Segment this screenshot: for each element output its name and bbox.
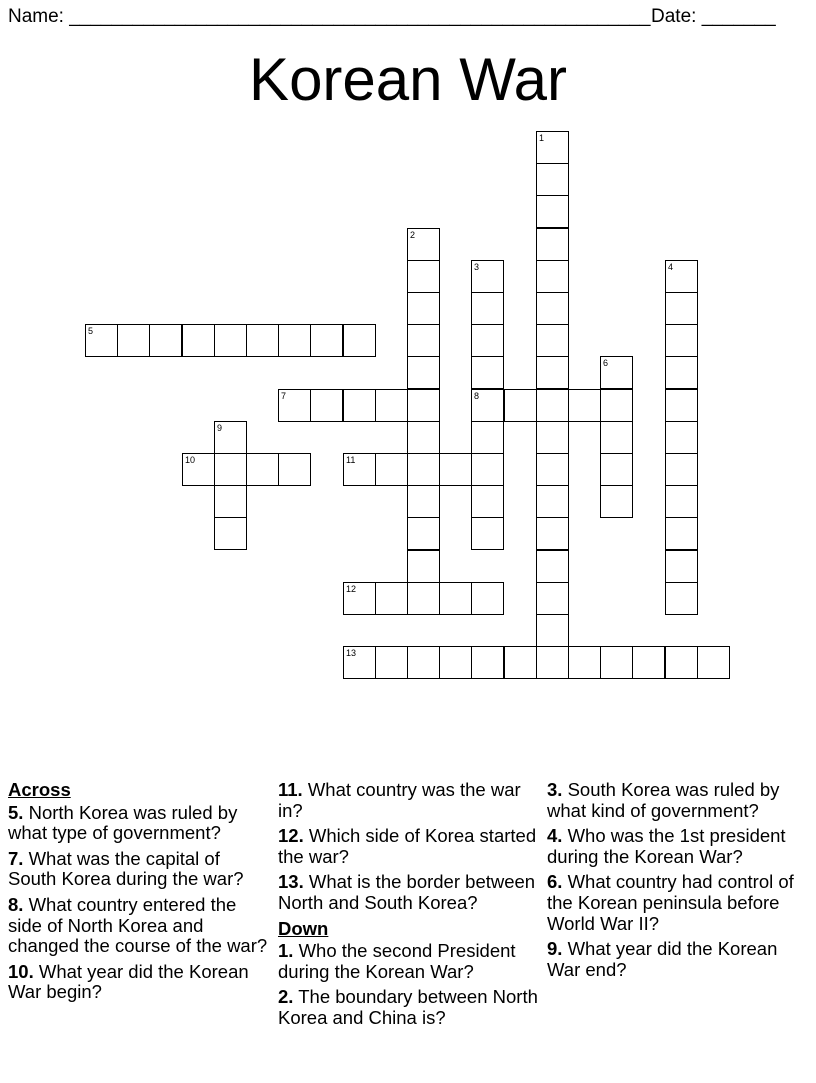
clue-down-4 — [547, 826, 809, 867]
cell-number: 7 — [281, 391, 287, 401]
crossword-cell[interactable] — [471, 485, 504, 518]
cell-number: 4 — [668, 262, 674, 272]
crossword-cell[interactable] — [407, 260, 440, 293]
crossword-cell[interactable] — [471, 324, 504, 357]
clue-text: North Korea was ruled by what type of government? — [8, 801, 238, 844]
clue-text: What country was the war in? — [278, 779, 521, 821]
cell-number: 8 — [474, 391, 480, 401]
clue-text: Who was the 1st president during the Korean War? — [547, 825, 786, 867]
clue-number: 11. — [278, 779, 303, 800]
crossword-cell[interactable] — [214, 421, 247, 454]
crossword-cell[interactable] — [471, 389, 504, 422]
across-heading: Across — [8, 779, 71, 800]
cell-number: 11 — [346, 455, 356, 465]
clue-number: 13. — [278, 871, 304, 893]
clue-number: 8. — [8, 893, 24, 915]
crossword-cell[interactable] — [536, 614, 569, 647]
crossword-cell[interactable] — [665, 485, 698, 518]
crossword-cell[interactable] — [536, 421, 569, 454]
crossword-cell[interactable] — [343, 324, 376, 357]
clue-across-5 — [8, 803, 268, 844]
clue-number: 12. — [278, 825, 304, 847]
crossword-cell[interactable] — [117, 324, 150, 357]
crossword-cell[interactable] — [375, 582, 408, 615]
crossword-cell[interactable] — [600, 421, 633, 454]
crossword-cell[interactable] — [504, 646, 537, 679]
clue-text: The boundary between North Korea and China is? — [278, 986, 538, 1028]
clue-text: What country had control of the Korean peninsula before World War II? — [547, 871, 794, 934]
crossword-cell[interactable] — [407, 582, 440, 615]
crossword-cell[interactable] — [665, 356, 698, 389]
clue-text: What is the border between North and South Korea? — [278, 871, 536, 913]
crossword-cell[interactable] — [665, 421, 698, 454]
crossword-cell[interactable] — [439, 646, 472, 679]
crossword-cell[interactable] — [85, 324, 118, 357]
crossword-cell[interactable] — [343, 646, 376, 679]
crossword-cell[interactable] — [149, 324, 182, 357]
clue-down-2 — [278, 987, 540, 1028]
clue-number: 4. — [547, 825, 563, 847]
crossword-cell[interactable] — [536, 646, 569, 679]
crossword-cell[interactable] — [407, 389, 440, 422]
crossword-cell[interactable] — [310, 389, 343, 422]
clue-across-12 — [278, 826, 540, 867]
name-field-label: Name: _______________________________________________________ — [8, 6, 651, 27]
crossword-cell[interactable] — [697, 646, 730, 679]
clue-number: 6. — [547, 871, 563, 893]
crossword-cell[interactable] — [600, 356, 633, 389]
crossword-cell[interactable] — [407, 292, 440, 325]
clue-down-9 — [547, 939, 809, 980]
clue-number: 7. — [8, 847, 24, 869]
crossword-cell[interactable] — [665, 517, 698, 550]
crossword-cell[interactable] — [439, 582, 472, 615]
clue-text: South Korea was ruled by what kind of government? — [547, 779, 780, 821]
crossword-cell[interactable] — [665, 646, 698, 679]
crossword-cell[interactable] — [632, 646, 665, 679]
page-title: Korean War — [249, 46, 567, 113]
crossword-cell[interactable] — [536, 131, 569, 164]
crossword-cell[interactable] — [536, 517, 569, 550]
crossword-cell[interactable] — [471, 453, 504, 486]
cell-number: 12 — [346, 584, 357, 594]
crossword-cell[interactable] — [278, 389, 311, 422]
clue-across-13 — [278, 872, 540, 913]
crossword-cell[interactable] — [600, 453, 633, 486]
crossword-cell[interactable] — [214, 517, 247, 550]
clue-down-6 — [547, 872, 809, 934]
crossword-cell[interactable] — [471, 582, 504, 615]
crossword-cell[interactable] — [536, 292, 569, 325]
clue-text: What was the capital of South Korea during the war? — [8, 847, 244, 890]
crossword-cell[interactable] — [278, 324, 311, 357]
crossword-cell[interactable] — [182, 324, 215, 357]
crossword-cell[interactable] — [182, 453, 215, 486]
clue-number: 3. — [547, 779, 563, 800]
crossword-cell[interactable] — [536, 356, 569, 389]
crossword-cell[interactable] — [568, 646, 601, 679]
cell-number: 5 — [88, 326, 94, 336]
crossword-cell[interactable] — [407, 485, 440, 518]
crossword-cell[interactable] — [600, 485, 633, 518]
crossword-cell[interactable] — [536, 260, 569, 293]
date-field-label: Date: _______ — [651, 6, 776, 27]
crossword-cell[interactable] — [536, 389, 569, 422]
crossword-cell[interactable] — [665, 260, 698, 293]
crossword-cell[interactable] — [375, 389, 408, 422]
cell-number: 6 — [603, 358, 609, 368]
clue-across-10 — [8, 962, 268, 1003]
crossword-cell[interactable] — [471, 517, 504, 550]
crossword-cell[interactable] — [407, 421, 440, 454]
clue-number: 1. — [278, 940, 294, 962]
crossword-cell[interactable] — [536, 228, 569, 261]
crossword-cell[interactable] — [471, 292, 504, 325]
cell-number: 3 — [474, 262, 480, 272]
crossword-cell[interactable] — [536, 582, 569, 615]
crossword-cell[interactable] — [439, 453, 472, 486]
crossword-cell[interactable] — [536, 550, 569, 583]
clue-number: 5. — [8, 801, 24, 823]
crossword-cell[interactable] — [665, 292, 698, 325]
clue-across-7 — [8, 849, 268, 890]
clue-number: 9. — [547, 938, 563, 960]
cell-number: 2 — [410, 230, 416, 240]
down-heading: Down — [278, 917, 329, 939]
crossword-cell[interactable] — [214, 453, 247, 486]
clue-text: What year did the Korean War end? — [547, 938, 778, 980]
clues-column-1 — [8, 780, 268, 1008]
crossword-cell[interactable] — [536, 485, 569, 518]
clue-across-8 — [8, 895, 268, 957]
crossword-cell[interactable] — [407, 517, 440, 550]
crossword-cell[interactable] — [310, 324, 343, 357]
crossword-cell[interactable] — [471, 421, 504, 454]
crossword-cell[interactable] — [536, 324, 569, 357]
crossword-cell[interactable] — [407, 324, 440, 357]
crossword-cell[interactable] — [407, 453, 440, 486]
clues-column-3 — [547, 780, 809, 985]
crossword-cell[interactable] — [568, 389, 601, 422]
clue-text: Which side of Korea started the war? — [278, 825, 537, 867]
crossword-cell[interactable] — [471, 356, 504, 389]
crossword-cell[interactable] — [600, 389, 633, 422]
cell-number: 10 — [185, 455, 196, 465]
clues-column-2 — [278, 780, 540, 1034]
cell-number: 9 — [217, 423, 223, 433]
clue-across-11 — [278, 780, 540, 821]
crossword-cell[interactable] — [246, 324, 279, 357]
crossword-cell[interactable] — [214, 324, 247, 357]
crossword-cell[interactable] — [665, 389, 698, 422]
crossword-cell[interactable] — [471, 260, 504, 293]
crossword-cell[interactable] — [471, 646, 504, 679]
clue-down-1 — [278, 941, 540, 982]
crossword-cell[interactable] — [407, 228, 440, 261]
crossword-cell[interactable] — [375, 453, 408, 486]
clue-text: What country entered the side of North Korea and changed the course of the war? — [8, 893, 268, 957]
crossword-cell[interactable] — [214, 485, 247, 518]
cell-number: 1 — [539, 133, 545, 143]
crossword-cell[interactable] — [246, 453, 279, 486]
crossword-cell[interactable] — [665, 453, 698, 486]
clue-text: What year did the Korean War begin? — [8, 960, 249, 1003]
clue-text: Who the second President during the Korean War? — [278, 940, 516, 982]
crossword-cell[interactable] — [407, 550, 440, 583]
crossword-cell[interactable] — [375, 646, 408, 679]
crossword-cell[interactable] — [600, 646, 633, 679]
crossword-cell[interactable] — [504, 389, 537, 422]
crossword-cell[interactable] — [536, 195, 569, 228]
crossword-cell[interactable] — [665, 324, 698, 357]
crossword-cell[interactable] — [536, 453, 569, 486]
crossword-cell[interactable] — [407, 646, 440, 679]
crossword-cell[interactable] — [278, 453, 311, 486]
crossword-cell[interactable] — [665, 582, 698, 615]
crossword-cell[interactable] — [536, 163, 569, 196]
crossword-cell[interactable] — [343, 582, 376, 615]
clue-number: 10. — [8, 960, 34, 982]
clue-number: 2. — [278, 986, 294, 1008]
cell-number: 13 — [346, 648, 357, 658]
crossword-cell[interactable] — [407, 356, 440, 389]
clue-down-3 — [547, 780, 809, 821]
crossword-cell[interactable] — [665, 550, 698, 583]
crossword-cell[interactable] — [343, 453, 376, 486]
crossword-cell[interactable] — [343, 389, 376, 422]
